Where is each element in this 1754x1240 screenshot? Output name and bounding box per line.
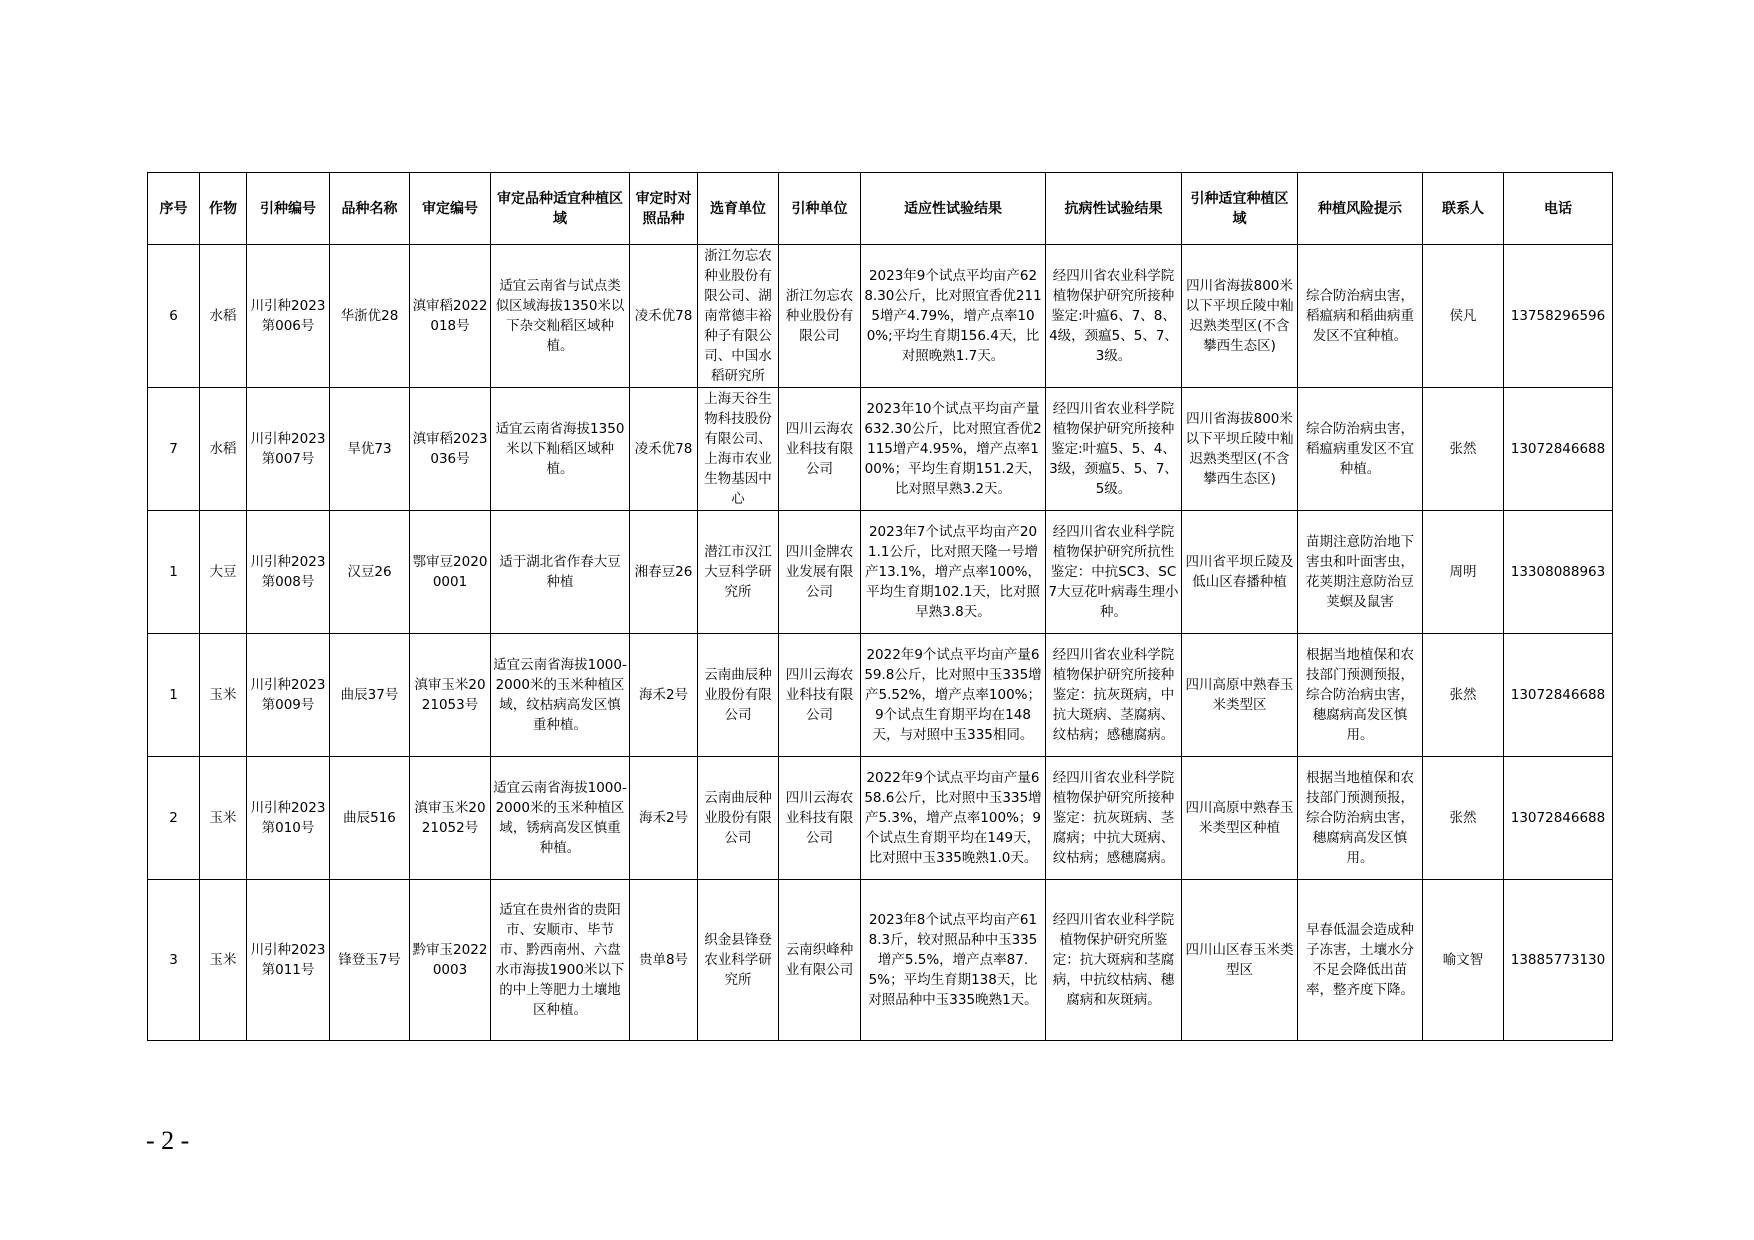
cell-intro-no: 川引种2023第009号 bbox=[247, 634, 330, 757]
cell-seq: 3 bbox=[148, 880, 200, 1041]
cell-risk: 根据当地植保和农技部门预测预报，综合防治病虫害，穗腐病高发区慎用。 bbox=[1298, 757, 1423, 880]
cell-variety: 曲辰516 bbox=[330, 757, 410, 880]
header-control: 审定时对照品种 bbox=[630, 173, 698, 245]
variety-introduction-table bbox=[147, 172, 1613, 1041]
cell-introducer: 四川金牌农业发展有限公司 bbox=[779, 511, 861, 634]
cell-risk: 综合防治病虫害，稻瘟病和稻曲病重发区不宜种植。 bbox=[1298, 245, 1423, 388]
cell-approved-area: 适宜云南省与试点类似区域海拔1350米以下杂交籼稻区域种植。 bbox=[491, 245, 630, 388]
cell-intro-no: 川引种2023第006号 bbox=[247, 245, 330, 388]
cell-phone: 13072846688 bbox=[1504, 388, 1613, 511]
cell-risk: 根据当地植保和农技部门预测预报，综合防治病虫害，穗腐病高发区慎用。 bbox=[1298, 634, 1423, 757]
cell-variety: 华浙优28 bbox=[330, 245, 410, 388]
cell-crop: 玉米 bbox=[200, 757, 247, 880]
cell-intro-no: 川引种2023第008号 bbox=[247, 511, 330, 634]
cell-approved-area: 适宜云南省海拔1350米以下籼稻区域种植。 bbox=[491, 388, 630, 511]
header-contact: 联系人 bbox=[1423, 173, 1504, 245]
cell-variety: 汉豆26 bbox=[330, 511, 410, 634]
header-crop: 作物 bbox=[200, 173, 247, 245]
cell-phone: 13072846688 bbox=[1504, 757, 1613, 880]
table-row bbox=[148, 245, 1613, 388]
cell-contact: 张然 bbox=[1423, 388, 1504, 511]
table-row bbox=[148, 880, 1613, 1041]
table-header-row bbox=[148, 173, 1613, 245]
cell-variety: 曲辰37号 bbox=[330, 634, 410, 757]
cell-contact: 喻文智 bbox=[1423, 880, 1504, 1041]
cell-adaptability: 2023年9个试点平均亩产628.30公斤，比对照宜香优2115增产4.79%，增产点率100%;平均生育期156.4天，比对照晚熟1.7天。 bbox=[861, 245, 1046, 388]
cell-control: 贵单8号 bbox=[630, 880, 698, 1041]
cell-crop: 水稻 bbox=[200, 388, 247, 511]
header-phone: 电话 bbox=[1504, 173, 1613, 245]
cell-breeder: 上海天谷生物科技股份有限公司、上海市农业生物基因中心 bbox=[698, 388, 779, 511]
cell-crop: 大豆 bbox=[200, 511, 247, 634]
cell-intro-area: 四川山区春玉米类型区 bbox=[1182, 880, 1298, 1041]
cell-phone: 13758296596 bbox=[1504, 245, 1613, 388]
cell-introducer: 云南织峰种业有限公司 bbox=[779, 880, 861, 1041]
cell-risk: 早春低温会造成种子冻害，土壤水分不足会降低出苗率，整齐度下降。 bbox=[1298, 880, 1423, 1041]
cell-approval-no: 黔审玉20220003 bbox=[410, 880, 491, 1041]
cell-phone: 13072846688 bbox=[1504, 634, 1613, 757]
cell-variety: 锋登玉7号 bbox=[330, 880, 410, 1041]
table-row bbox=[148, 388, 1613, 511]
cell-variety: 旱优73 bbox=[330, 388, 410, 511]
cell-approved-area: 适于湖北省作春大豆种植 bbox=[491, 511, 630, 634]
cell-phone: 13308088963 bbox=[1504, 511, 1613, 634]
cell-seq: 7 bbox=[148, 388, 200, 511]
cell-resistance: 经四川省农业科学院植物保护研究所鉴定：抗大斑病和茎腐病，中抗纹枯病、穗腐病和灰斑病。 bbox=[1046, 880, 1182, 1041]
cell-adaptability: 2023年7个试点平均亩产201.1公斤，比对照天隆一号增产13.1%，增产点率100%，平均生育期102.1天，比对照早熟3.8天。 bbox=[861, 511, 1046, 634]
cell-control: 凌禾优78 bbox=[630, 388, 698, 511]
cell-seq: 1 bbox=[148, 634, 200, 757]
header-intro-area: 引种适宜种植区域 bbox=[1182, 173, 1298, 245]
table-row bbox=[148, 511, 1613, 634]
header-intro-no: 引种编号 bbox=[247, 173, 330, 245]
cell-approval-no: 鄂审豆20200001 bbox=[410, 511, 491, 634]
header-approval-no: 审定编号 bbox=[410, 173, 491, 245]
cell-seq: 6 bbox=[148, 245, 200, 388]
header-adaptability: 适应性试验结果 bbox=[861, 173, 1046, 245]
cell-resistance: 经四川省农业科学院植物保护研究所接种鉴定:叶瘟6、7、8、4级，颈瘟5、5、7、3级。 bbox=[1046, 245, 1182, 388]
cell-contact: 周明 bbox=[1423, 511, 1504, 634]
cell-introducer: 四川云海农业科技有限公司 bbox=[779, 757, 861, 880]
table-row bbox=[148, 634, 1613, 757]
cell-control: 湘春豆26 bbox=[630, 511, 698, 634]
cell-breeder: 云南曲辰种业股份有限公司 bbox=[698, 757, 779, 880]
header-seq: 序号 bbox=[148, 173, 200, 245]
header-resistance: 抗病性试验结果 bbox=[1046, 173, 1182, 245]
cell-approved-area: 适宜云南省海拔1000-2000米的玉米种植区域，锈病高发区慎重种植。 bbox=[491, 757, 630, 880]
cell-crop: 玉米 bbox=[200, 880, 247, 1041]
cell-risk: 综合防治病虫害，稻瘟病重发区不宜种植。 bbox=[1298, 388, 1423, 511]
cell-control: 凌禾优78 bbox=[630, 245, 698, 388]
cell-intro-area: 四川省海拔800米以下平坝丘陵中籼迟熟类型区(不含攀西生态区) bbox=[1182, 388, 1298, 511]
cell-intro-area: 四川高原中熟春玉米类型区 bbox=[1182, 634, 1298, 757]
cell-control: 海禾2号 bbox=[630, 757, 698, 880]
cell-introducer: 浙江勿忘农种业股份有限公司 bbox=[779, 245, 861, 388]
cell-approval-no: 滇审玉米2021052号 bbox=[410, 757, 491, 880]
cell-intro-no: 川引种2023第010号 bbox=[247, 757, 330, 880]
cell-breeder: 浙江勿忘农种业股份有限公司、湖南常德丰裕种子有限公司、中国水稻研究所 bbox=[698, 245, 779, 388]
cell-approved-area: 适宜云南省海拔1000-2000米的玉米种植区域，纹枯病高发区慎重种植。 bbox=[491, 634, 630, 757]
cell-breeder: 织金县锋登农业科学研究所 bbox=[698, 880, 779, 1041]
cell-risk: 苗期注意防治地下害虫和叶面害虫，花荚期注意防治豆荚螟及鼠害 bbox=[1298, 511, 1423, 634]
cell-adaptability: 2023年10个试点平均亩产量632.30公斤，比对照宜香优2115增产4.95%，增产点率100%；平均生育期151.2天，比对照早熟3.2天。 bbox=[861, 388, 1046, 511]
cell-approval-no: 滇审稻2022018号 bbox=[410, 245, 491, 388]
cell-intro-no: 川引种2023第007号 bbox=[247, 388, 330, 511]
cell-resistance: 经四川省农业科学院植物保护研究所接种鉴定:叶瘟5、5、4、3级，颈瘟5、5、7、5级。 bbox=[1046, 388, 1182, 511]
cell-breeder: 云南曲辰种业股份有限公司 bbox=[698, 634, 779, 757]
cell-resistance: 经四川省农业科学院植物保护研究所接种鉴定：抗灰斑病、茎腐病；中抗大斑病、纹枯病；感穗腐病。 bbox=[1046, 757, 1182, 880]
header-risk: 种植风险提示 bbox=[1298, 173, 1423, 245]
cell-approval-no: 滇审稻2023036号 bbox=[410, 388, 491, 511]
page-number: - 2 - bbox=[146, 1126, 190, 1155]
cell-resistance: 经四川省农业科学院植物保护研究所抗性鉴定：中抗SC3、SC7大豆花叶病毒生理小种。 bbox=[1046, 511, 1182, 634]
cell-intro-area: 四川省平坝丘陵及低山区春播种植 bbox=[1182, 511, 1298, 634]
cell-intro-area: 四川高原中熟春玉米类型区种植 bbox=[1182, 757, 1298, 880]
cell-seq: 1 bbox=[148, 511, 200, 634]
header-breeder: 选育单位 bbox=[698, 173, 779, 245]
cell-introducer: 四川云海农业科技有限公司 bbox=[779, 388, 861, 511]
cell-phone: 13885773130 bbox=[1504, 880, 1613, 1041]
cell-crop: 水稻 bbox=[200, 245, 247, 388]
header-approved-area: 审定品种适宜种植区域 bbox=[491, 173, 630, 245]
cell-intro-no: 川引种2023第011号 bbox=[247, 880, 330, 1041]
cell-contact: 张然 bbox=[1423, 757, 1504, 880]
cell-contact: 侯凡 bbox=[1423, 245, 1504, 388]
header-introducer: 引种单位 bbox=[779, 173, 861, 245]
variety-introduction-table-wrapper bbox=[147, 172, 1613, 1041]
cell-control: 海禾2号 bbox=[630, 634, 698, 757]
cell-contact: 张然 bbox=[1423, 634, 1504, 757]
cell-breeder: 潜江市汉江大豆科学研究所 bbox=[698, 511, 779, 634]
cell-adaptability: 2023年8个试点平均亩产618.3斤，较对照品种中玉335增产5.5%，增产点率87.5%；平均生育期138天，比对照品种中玉335晚熟1天。 bbox=[861, 880, 1046, 1041]
cell-adaptability: 2022年9个试点平均亩产量658.6公斤，比对照中玉335增产5.3%，增产点率100%；9个试点生育期平均在149天，比对照中玉335晚熟1.0天。 bbox=[861, 757, 1046, 880]
header-variety: 品种名称 bbox=[330, 173, 410, 245]
cell-crop: 玉米 bbox=[200, 634, 247, 757]
cell-seq: 2 bbox=[148, 757, 200, 880]
cell-resistance: 经四川省农业科学院植物保护研究所接种鉴定：抗灰斑病，中抗大斑病、茎腐病、纹枯病；感穗腐病。 bbox=[1046, 634, 1182, 757]
cell-intro-area: 四川省海拔800米以下平坝丘陵中籼迟熟类型区(不含攀西生态区) bbox=[1182, 245, 1298, 388]
cell-introducer: 四川云海农业科技有限公司 bbox=[779, 634, 861, 757]
cell-adaptability: 2022年9个试点平均亩产量659.8公斤，比对照中玉335增产5.52%，增产点率100%；9个试点生育期平均在148天，与对照中玉335相同。 bbox=[861, 634, 1046, 757]
cell-approved-area: 适宜在贵州省的贵阳市、安顺市、毕节市、黔西南州、六盘水市海拔1900米以下的中上等肥力土壤地区种植。 bbox=[491, 880, 630, 1041]
table-row bbox=[148, 757, 1613, 880]
cell-approval-no: 滇审玉米2021053号 bbox=[410, 634, 491, 757]
